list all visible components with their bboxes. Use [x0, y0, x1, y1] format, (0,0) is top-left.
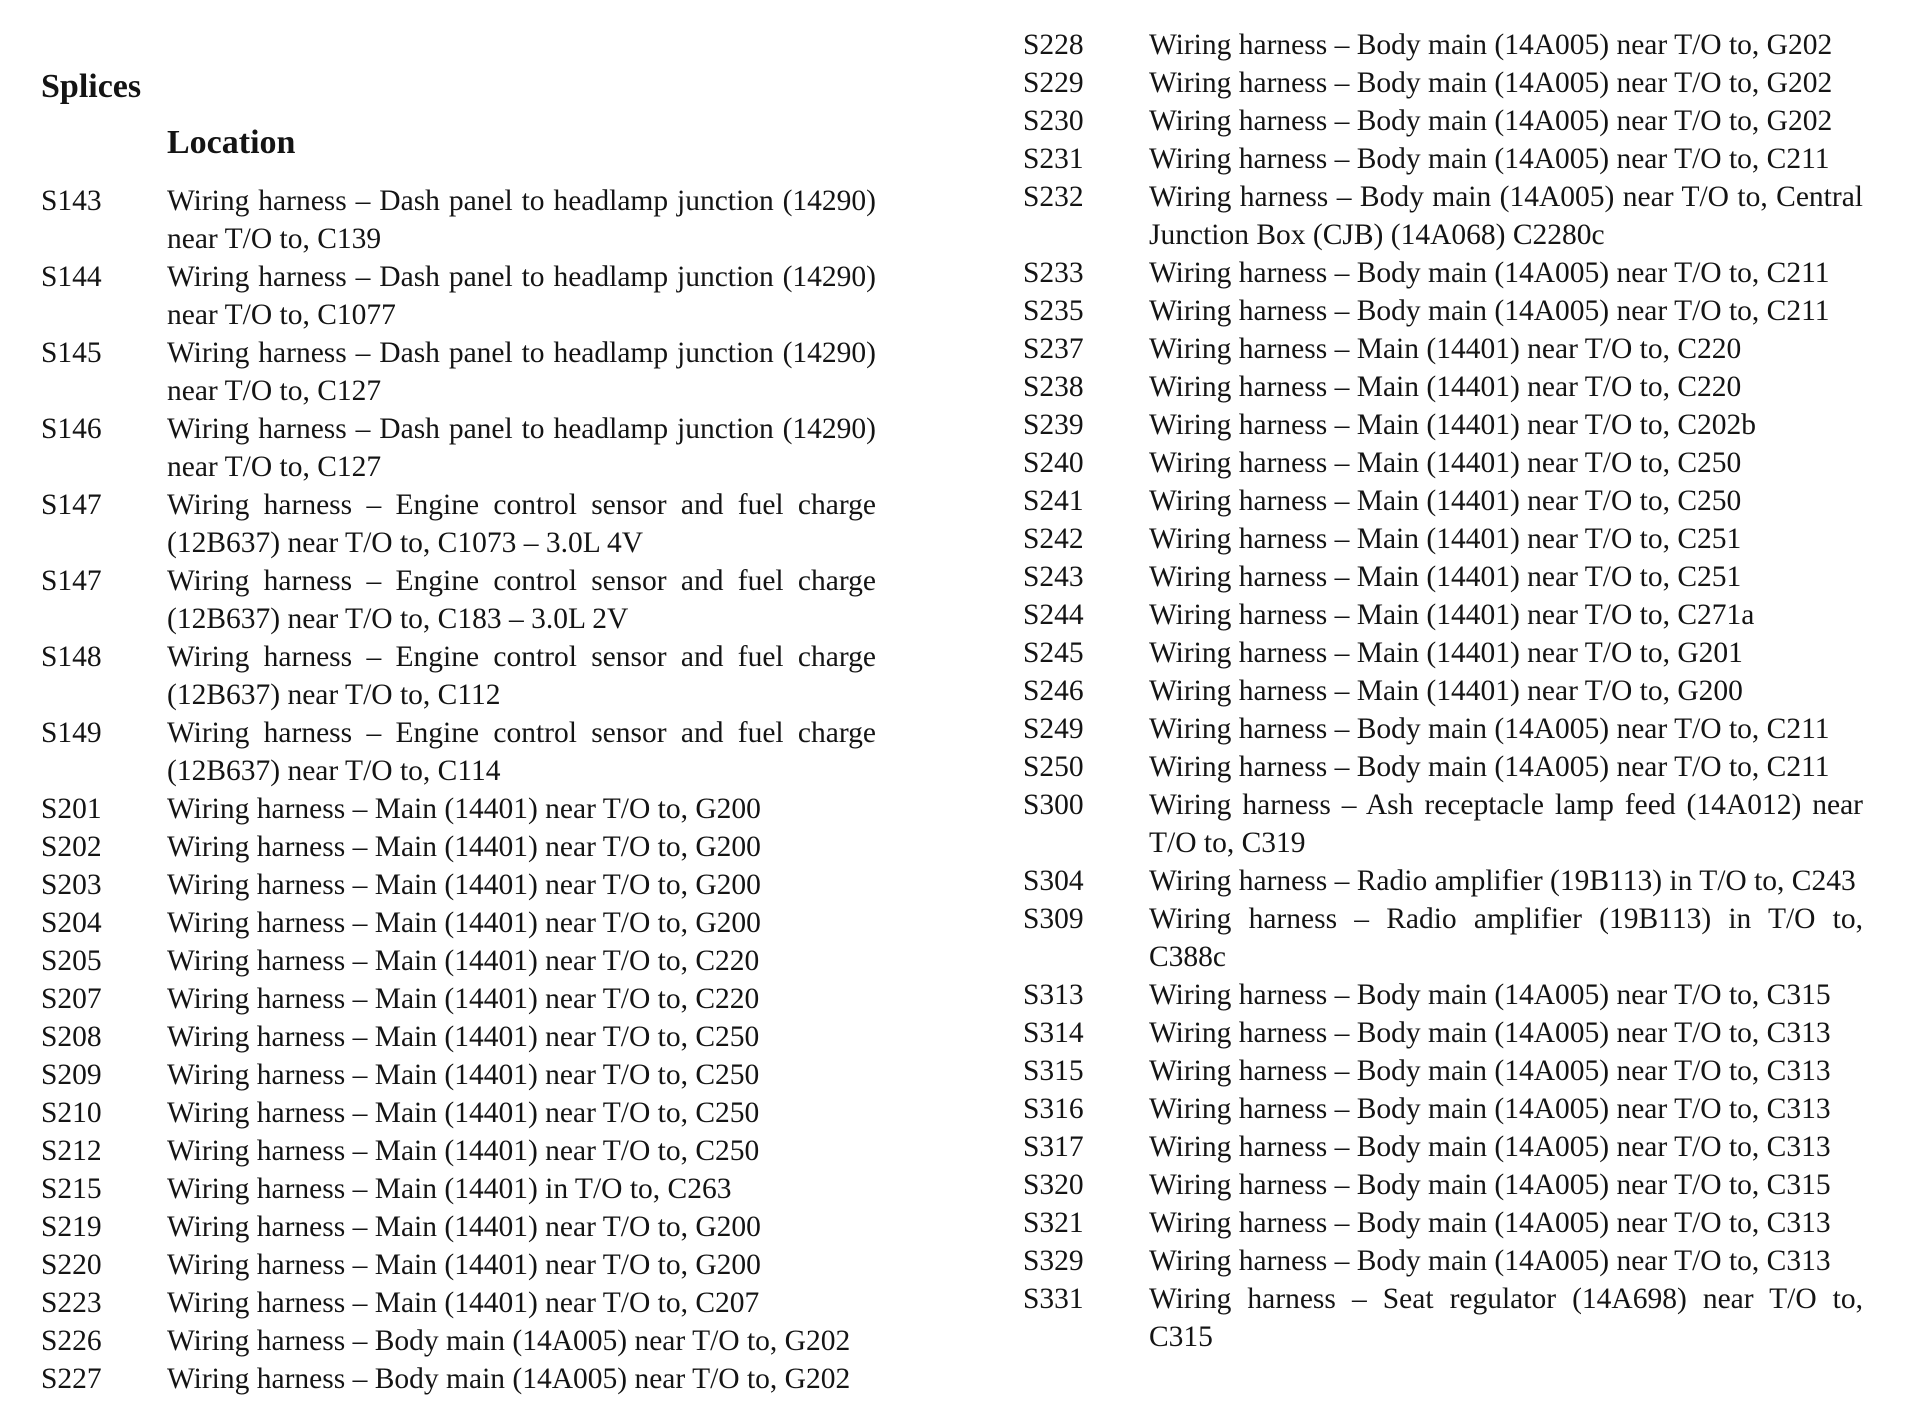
splice-entry [41, 866, 876, 904]
splice-location: Wiring harness – Main (14401) near T/O to, C251 [1149, 561, 1742, 593]
splice-location: Wiring harness – Body main (14A005) near T/O to, G202 [1149, 67, 1833, 99]
splice-entry [41, 182, 876, 258]
splice-location: Wiring harness – Main (14401) near T/O to, C250 [167, 1135, 760, 1167]
splice-code: S242 [1023, 523, 1084, 555]
splice-location: Wiring harness – Main (14401) near T/O to, G200 [167, 869, 761, 901]
splice-entry [1023, 1204, 1863, 1242]
splice-code: S228 [1023, 29, 1084, 61]
splice-location: Wiring harness – Main (14401) near T/O to, G200 [167, 831, 761, 863]
splice-code: S147 [41, 489, 102, 521]
splice-location: Wiring harness – Main (14401) near T/O to, C250 [167, 1097, 760, 1129]
section-title: Splices [41, 68, 142, 105]
splice-code: S245 [1023, 637, 1084, 669]
splice-code: S316 [1023, 1093, 1084, 1125]
splice-entry [41, 1132, 876, 1170]
splice-location: Wiring harness – Engine control sensor and fuel charge (12B637) near T/O to, C183 – 3.0L 2V [167, 565, 876, 635]
splice-entry [41, 1360, 876, 1398]
splice-entry [41, 1170, 876, 1208]
splice-location: Wiring harness – Main (14401) near T/O to, C207 [167, 1287, 760, 1319]
splice-code: S146 [41, 413, 102, 445]
splice-code: S149 [41, 717, 102, 749]
splice-code: S249 [1023, 713, 1084, 745]
splice-code: S313 [1023, 979, 1084, 1011]
splice-code: S220 [41, 1249, 102, 1281]
splice-location: Wiring harness – Body main (14A005) near T/O to, C313 [1149, 1131, 1831, 1163]
splice-location: Wiring harness – Body main (14A005) near T/O to, C313 [1149, 1093, 1831, 1125]
splice-location: Wiring harness – Body main (14A005) near T/O to, C211 [1149, 143, 1830, 175]
splice-code: S201 [41, 793, 102, 825]
splice-location: Wiring harness – Main (14401) near T/O to, C250 [1149, 485, 1742, 517]
splice-code: S227 [41, 1363, 102, 1395]
splice-entry [41, 638, 876, 714]
splice-location: Wiring harness – Body main (14A005) near T/O to, G202 [1149, 29, 1833, 61]
splice-location: Wiring harness – Body main (14A005) near T/O to, C211 [1149, 295, 1830, 327]
splice-code: S147 [41, 565, 102, 597]
splice-entry [41, 1208, 876, 1246]
splice-entry [41, 714, 876, 790]
splice-code: S329 [1023, 1245, 1084, 1277]
splice-entry [41, 828, 876, 866]
splice-code: S207 [41, 983, 102, 1015]
splice-entry [41, 1322, 876, 1360]
splice-code: S250 [1023, 751, 1084, 783]
splice-entry [41, 562, 876, 638]
splice-location: Wiring harness – Seat regulator (14A698) near T/O to, C315 [1149, 1283, 1863, 1353]
splice-list-right [1023, 26, 1863, 1356]
splice-entry [1023, 444, 1863, 482]
splice-entry [1023, 254, 1863, 292]
splice-entry [1023, 976, 1863, 1014]
splice-location: Wiring harness – Main (14401) near T/O to, G200 [1149, 675, 1743, 707]
splice-code: S209 [41, 1059, 102, 1091]
splice-entry [41, 486, 876, 562]
splice-location: Wiring harness – Main (14401) near T/O to, C250 [167, 1059, 760, 1091]
splice-code: S246 [1023, 675, 1084, 707]
splice-location: Wiring harness – Main (14401) near T/O to, G200 [167, 793, 761, 825]
splice-entry [1023, 368, 1863, 406]
splice-code: S232 [1023, 181, 1084, 213]
splice-entry [1023, 1090, 1863, 1128]
location-column-heading: Location [167, 124, 296, 161]
splice-location: Wiring harness – Body main (14A005) near T/O to, C313 [1149, 1245, 1831, 1277]
splice-location: Wiring harness – Main (14401) near T/O to, C220 [167, 945, 760, 977]
splice-location: Wiring harness – Engine control sensor and fuel charge (12B637) near T/O to, C114 [167, 717, 876, 787]
splice-location: Wiring harness – Main (14401) near T/O to, C220 [167, 983, 760, 1015]
splice-code: S309 [1023, 903, 1084, 935]
splice-location: Wiring harness – Main (14401) near T/O to, C202b [1149, 409, 1757, 441]
splice-entry [1023, 748, 1863, 786]
splice-location: Wiring harness – Engine control sensor and fuel charge (12B637) near T/O to, C112 [167, 641, 876, 711]
splice-entry [41, 258, 876, 334]
splice-location: Wiring harness – Body main (14A005) near T/O to, C211 [1149, 751, 1830, 783]
splice-entry [1023, 330, 1863, 368]
splice-code: S202 [41, 831, 102, 863]
splice-location: Wiring harness – Body main (14A005) near T/O to, C313 [1149, 1207, 1831, 1239]
splice-code: S315 [1023, 1055, 1084, 1087]
splice-code: S244 [1023, 599, 1084, 631]
splice-entry [41, 904, 876, 942]
splice-location: Wiring harness – Body main (14A005) near T/O to, G202 [167, 1325, 851, 1357]
splice-location: Wiring harness – Radio amplifier (19B113) in T/O to, C388c [1149, 903, 1863, 973]
splice-entry [1023, 102, 1863, 140]
splice-code: S226 [41, 1325, 102, 1357]
splice-location: Wiring harness – Main (14401) near T/O to, C220 [1149, 333, 1742, 365]
splice-code: S317 [1023, 1131, 1084, 1163]
splice-location: Wiring harness – Body main (14A005) near T/O to, Central Junction Box (CJB) (14A068) C2280c [1149, 181, 1863, 251]
splice-code: S233 [1023, 257, 1084, 289]
splice-entry [1023, 64, 1863, 102]
splice-entry [41, 1246, 876, 1284]
splice-location: Wiring harness – Main (14401) near T/O to, C250 [1149, 447, 1742, 479]
splice-code: S210 [41, 1097, 102, 1129]
splice-entry [41, 1284, 876, 1322]
splice-entry [1023, 1280, 1863, 1356]
splice-entry [1023, 1166, 1863, 1204]
splice-code: S215 [41, 1173, 102, 1205]
splice-entry [1023, 596, 1863, 634]
splice-location: Wiring harness – Main (14401) near T/O to, G200 [167, 1211, 761, 1243]
splice-entry [1023, 558, 1863, 596]
splice-location: Wiring harness – Body main (14A005) near T/O to, C315 [1149, 1169, 1831, 1201]
splice-list-left [41, 182, 876, 1398]
splice-code: S331 [1023, 1283, 1084, 1315]
splice-code: S235 [1023, 295, 1084, 327]
splice-entry [1023, 1128, 1863, 1166]
splice-code: S314 [1023, 1017, 1084, 1049]
splice-entry [1023, 482, 1863, 520]
splice-code: S203 [41, 869, 102, 901]
splice-location: Wiring harness – Ash receptacle lamp feed (14A012) near T/O to, C319 [1149, 789, 1863, 859]
splice-entry [41, 410, 876, 486]
splice-entry [1023, 292, 1863, 330]
splice-location: Wiring harness – Radio amplifier (19B113) in T/O to, C243 [1149, 865, 1856, 897]
splice-code: S321 [1023, 1207, 1084, 1239]
splice-location: Wiring harness – Dash panel to headlamp junction (14290) near T/O to, C1077 [167, 261, 876, 331]
splice-entry [41, 790, 876, 828]
splice-entry [1023, 178, 1863, 254]
splice-entry [1023, 900, 1863, 976]
splice-entry [41, 1056, 876, 1094]
splice-location: Wiring harness – Main (14401) near T/O to, C220 [1149, 371, 1742, 403]
splice-entry [41, 1018, 876, 1056]
splice-location: Wiring harness – Body main (14A005) near T/O to, G202 [167, 1363, 851, 1395]
splice-code: S144 [41, 261, 102, 293]
splice-entry [1023, 520, 1863, 558]
splice-code: S304 [1023, 865, 1084, 897]
splice-entry [1023, 1242, 1863, 1280]
splice-entry [1023, 1014, 1863, 1052]
splice-location: Wiring harness – Body main (14A005) near T/O to, C211 [1149, 713, 1830, 745]
splice-code: S229 [1023, 67, 1084, 99]
splice-entry [1023, 710, 1863, 748]
splice-entry [41, 334, 876, 410]
splice-location: Wiring harness – Engine control sensor and fuel charge (12B637) near T/O to, C1073 – 3.0L 4V [167, 489, 876, 559]
splice-location: Wiring harness – Dash panel to headlamp junction (14290) near T/O to, C127 [167, 337, 876, 407]
splice-location: Wiring harness – Main (14401) near T/O to, C250 [167, 1021, 760, 1053]
splice-entry [1023, 406, 1863, 444]
splice-code: S208 [41, 1021, 102, 1053]
splice-entry [1023, 672, 1863, 710]
splice-entry [41, 980, 876, 1018]
splice-location: Wiring harness – Body main (14A005) near T/O to, G202 [1149, 105, 1833, 137]
splice-code: S212 [41, 1135, 102, 1167]
splice-entry [41, 1094, 876, 1132]
splice-location: Wiring harness – Body main (14A005) near T/O to, C315 [1149, 979, 1831, 1011]
splice-code: S219 [41, 1211, 102, 1243]
splice-entry [1023, 140, 1863, 178]
splice-location: Wiring harness – Main (14401) near T/O to, G200 [167, 1249, 761, 1281]
splice-entry [41, 942, 876, 980]
splice-entry [1023, 862, 1863, 900]
splice-location: Wiring harness – Main (14401) near T/O to, C251 [1149, 523, 1742, 555]
splice-code: S241 [1023, 485, 1084, 517]
splice-code: S320 [1023, 1169, 1084, 1201]
splice-entry [1023, 634, 1863, 672]
splice-code: S237 [1023, 333, 1084, 365]
splice-location: Wiring harness – Main (14401) near T/O to, C271a [1149, 599, 1755, 631]
splice-location: Wiring harness – Body main (14A005) near T/O to, C211 [1149, 257, 1830, 289]
splice-entry [1023, 786, 1863, 862]
splice-code: S223 [41, 1287, 102, 1319]
splice-code: S205 [41, 945, 102, 977]
splice-location: Wiring harness – Body main (14A005) near T/O to, C313 [1149, 1055, 1831, 1087]
splice-code: S231 [1023, 143, 1084, 175]
splice-code: S243 [1023, 561, 1084, 593]
splice-location: Wiring harness – Main (14401) in T/O to, C263 [167, 1173, 732, 1205]
splice-location: Wiring harness – Dash panel to headlamp junction (14290) near T/O to, C127 [167, 413, 876, 483]
splice-code: S238 [1023, 371, 1084, 403]
splice-entry [1023, 1052, 1863, 1090]
splice-code: S239 [1023, 409, 1084, 441]
splice-location: Wiring harness – Body main (14A005) near T/O to, C313 [1149, 1017, 1831, 1049]
splice-location: Wiring harness – Main (14401) near T/O to, G200 [167, 907, 761, 939]
splice-entry [1023, 26, 1863, 64]
splice-code: S300 [1023, 789, 1084, 821]
splice-location: Wiring harness – Main (14401) near T/O to, G201 [1149, 637, 1743, 669]
splice-code: S145 [41, 337, 102, 369]
splice-location: Wiring harness – Dash panel to headlamp junction (14290) near T/O to, C139 [167, 185, 876, 255]
splice-code: S204 [41, 907, 102, 939]
splice-code: S148 [41, 641, 102, 673]
splice-code: S230 [1023, 105, 1084, 137]
splice-code: S143 [41, 185, 102, 217]
splice-code: S240 [1023, 447, 1084, 479]
